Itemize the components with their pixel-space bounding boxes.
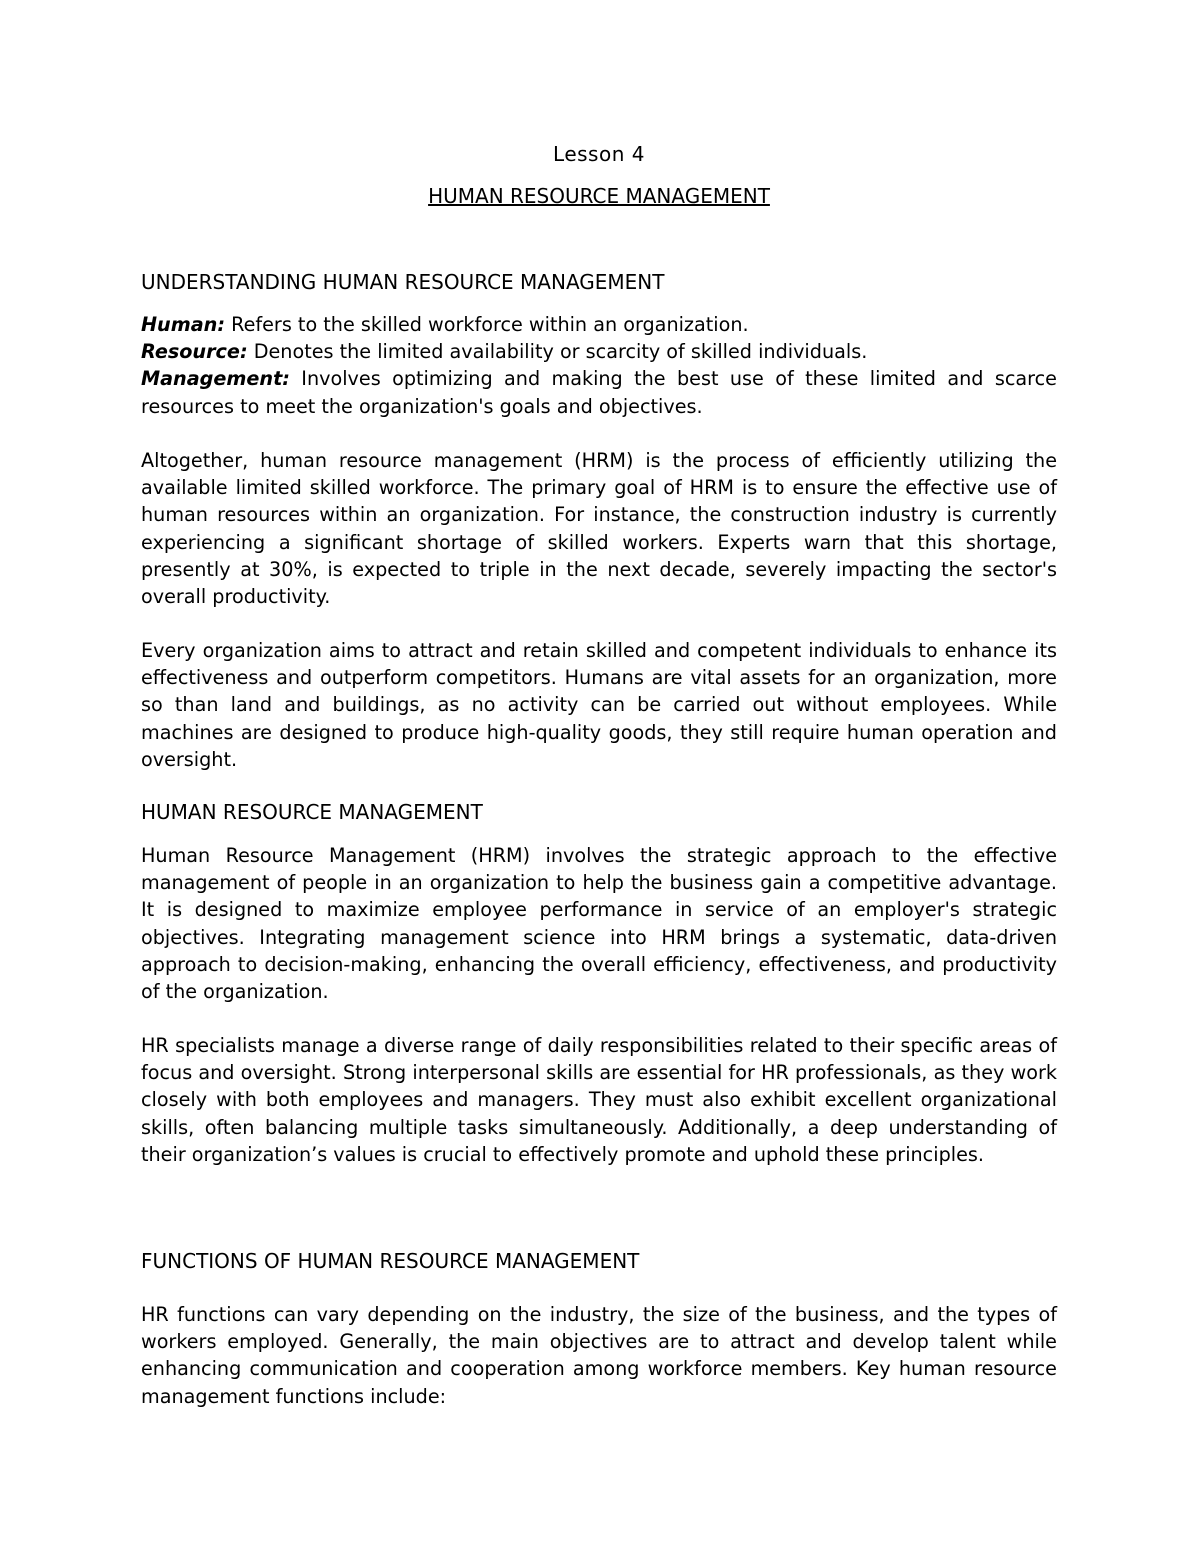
- section-heading-hrm: HUMAN RESOURCE MANAGEMENT: [141, 800, 483, 824]
- section-heading-functions: FUNCTIONS OF HUMAN RESOURCE MANAGEMENT: [141, 1249, 640, 1273]
- paragraph-organization-aims: Every organization aims to attract and retain skilled and competent individuals to enhance its effectiveness and outperform competitors. Humans are vital assets for an organization, more so than land and buildings, as no activity can be carried out without employees. While machines are designed to produce high-quality goods, they still require human operation and oversight.: [141, 639, 1057, 771]
- definition-resource-text: Denotes the limited availability or scarcity of skilled individuals.: [247, 340, 868, 364]
- definition-human: [141, 311, 1057, 338]
- definition-management-text: Involves optimizing and making the best use of these limited and scarce resources to meet the organization's goals and objectives.: [141, 367, 1057, 418]
- section-heading-understanding: UNDERSTANDING HUMAN RESOURCE MANAGEMENT: [141, 270, 665, 294]
- term-management: Management:: [141, 367, 290, 391]
- definition-human-text: Refers to the skilled workforce within an organization.: [225, 313, 749, 336]
- definitions-block: [141, 311, 1057, 420]
- paragraph-hrm-overview: Altogether, human resource management (HRM) is the process of efficiently utilizing the available limited skilled workforce. The primary goal of HRM is to ensure the effective use of human resources within an organization. For instance, the construction industry is currently experiencing a significant shortage of skilled workers. Experts warn that this shortage, presently at 30%, is expected to triple in the next decade, severely impacting the sector's overall productivity.: [141, 449, 1057, 609]
- paragraph-hr-functions: HR functions can vary depending on the industry, the size of the business, and the types of workers employed. Generally, the main objectives are to attract and develop talent while enhancing communication and cooperation among workforce members. Key human resource management functions include:: [141, 1303, 1057, 1408]
- definition-resource: [141, 338, 1057, 365]
- term-resource: Resource:: [141, 340, 248, 364]
- term-human: Human:: [141, 313, 225, 336]
- paragraph-hrm-definition: Human Resource Management (HRM) involves the strategic approach to the effective management of people in an organization to help the business gain a competitive advantage. It is designed to maximize employee performance in service of an employer's strategic objectives. Integrating management science into HRM brings a systematic, data-driven approach to decision-making, enhancing the overall efficiency, effectiveness, and productivity of the organization.: [141, 844, 1057, 1004]
- document-title: HUMAN RESOURCE MANAGEMENT: [428, 184, 770, 208]
- lesson-number: Lesson 4: [553, 142, 645, 166]
- paragraph-hr-specialists: HR specialists manage a diverse range of daily responsibilities related to their specific areas of focus and oversight. Strong interpersonal skills are essential for HR professionals, as they work closely with both employees and managers. They must also exhibit excellent organizational skills, often balancing multiple tasks simultaneously. Additionally, a deep understanding of their organization’s values is crucial to effectively promote and uphold these principles.: [141, 1034, 1057, 1166]
- definition-management: [141, 365, 1057, 419]
